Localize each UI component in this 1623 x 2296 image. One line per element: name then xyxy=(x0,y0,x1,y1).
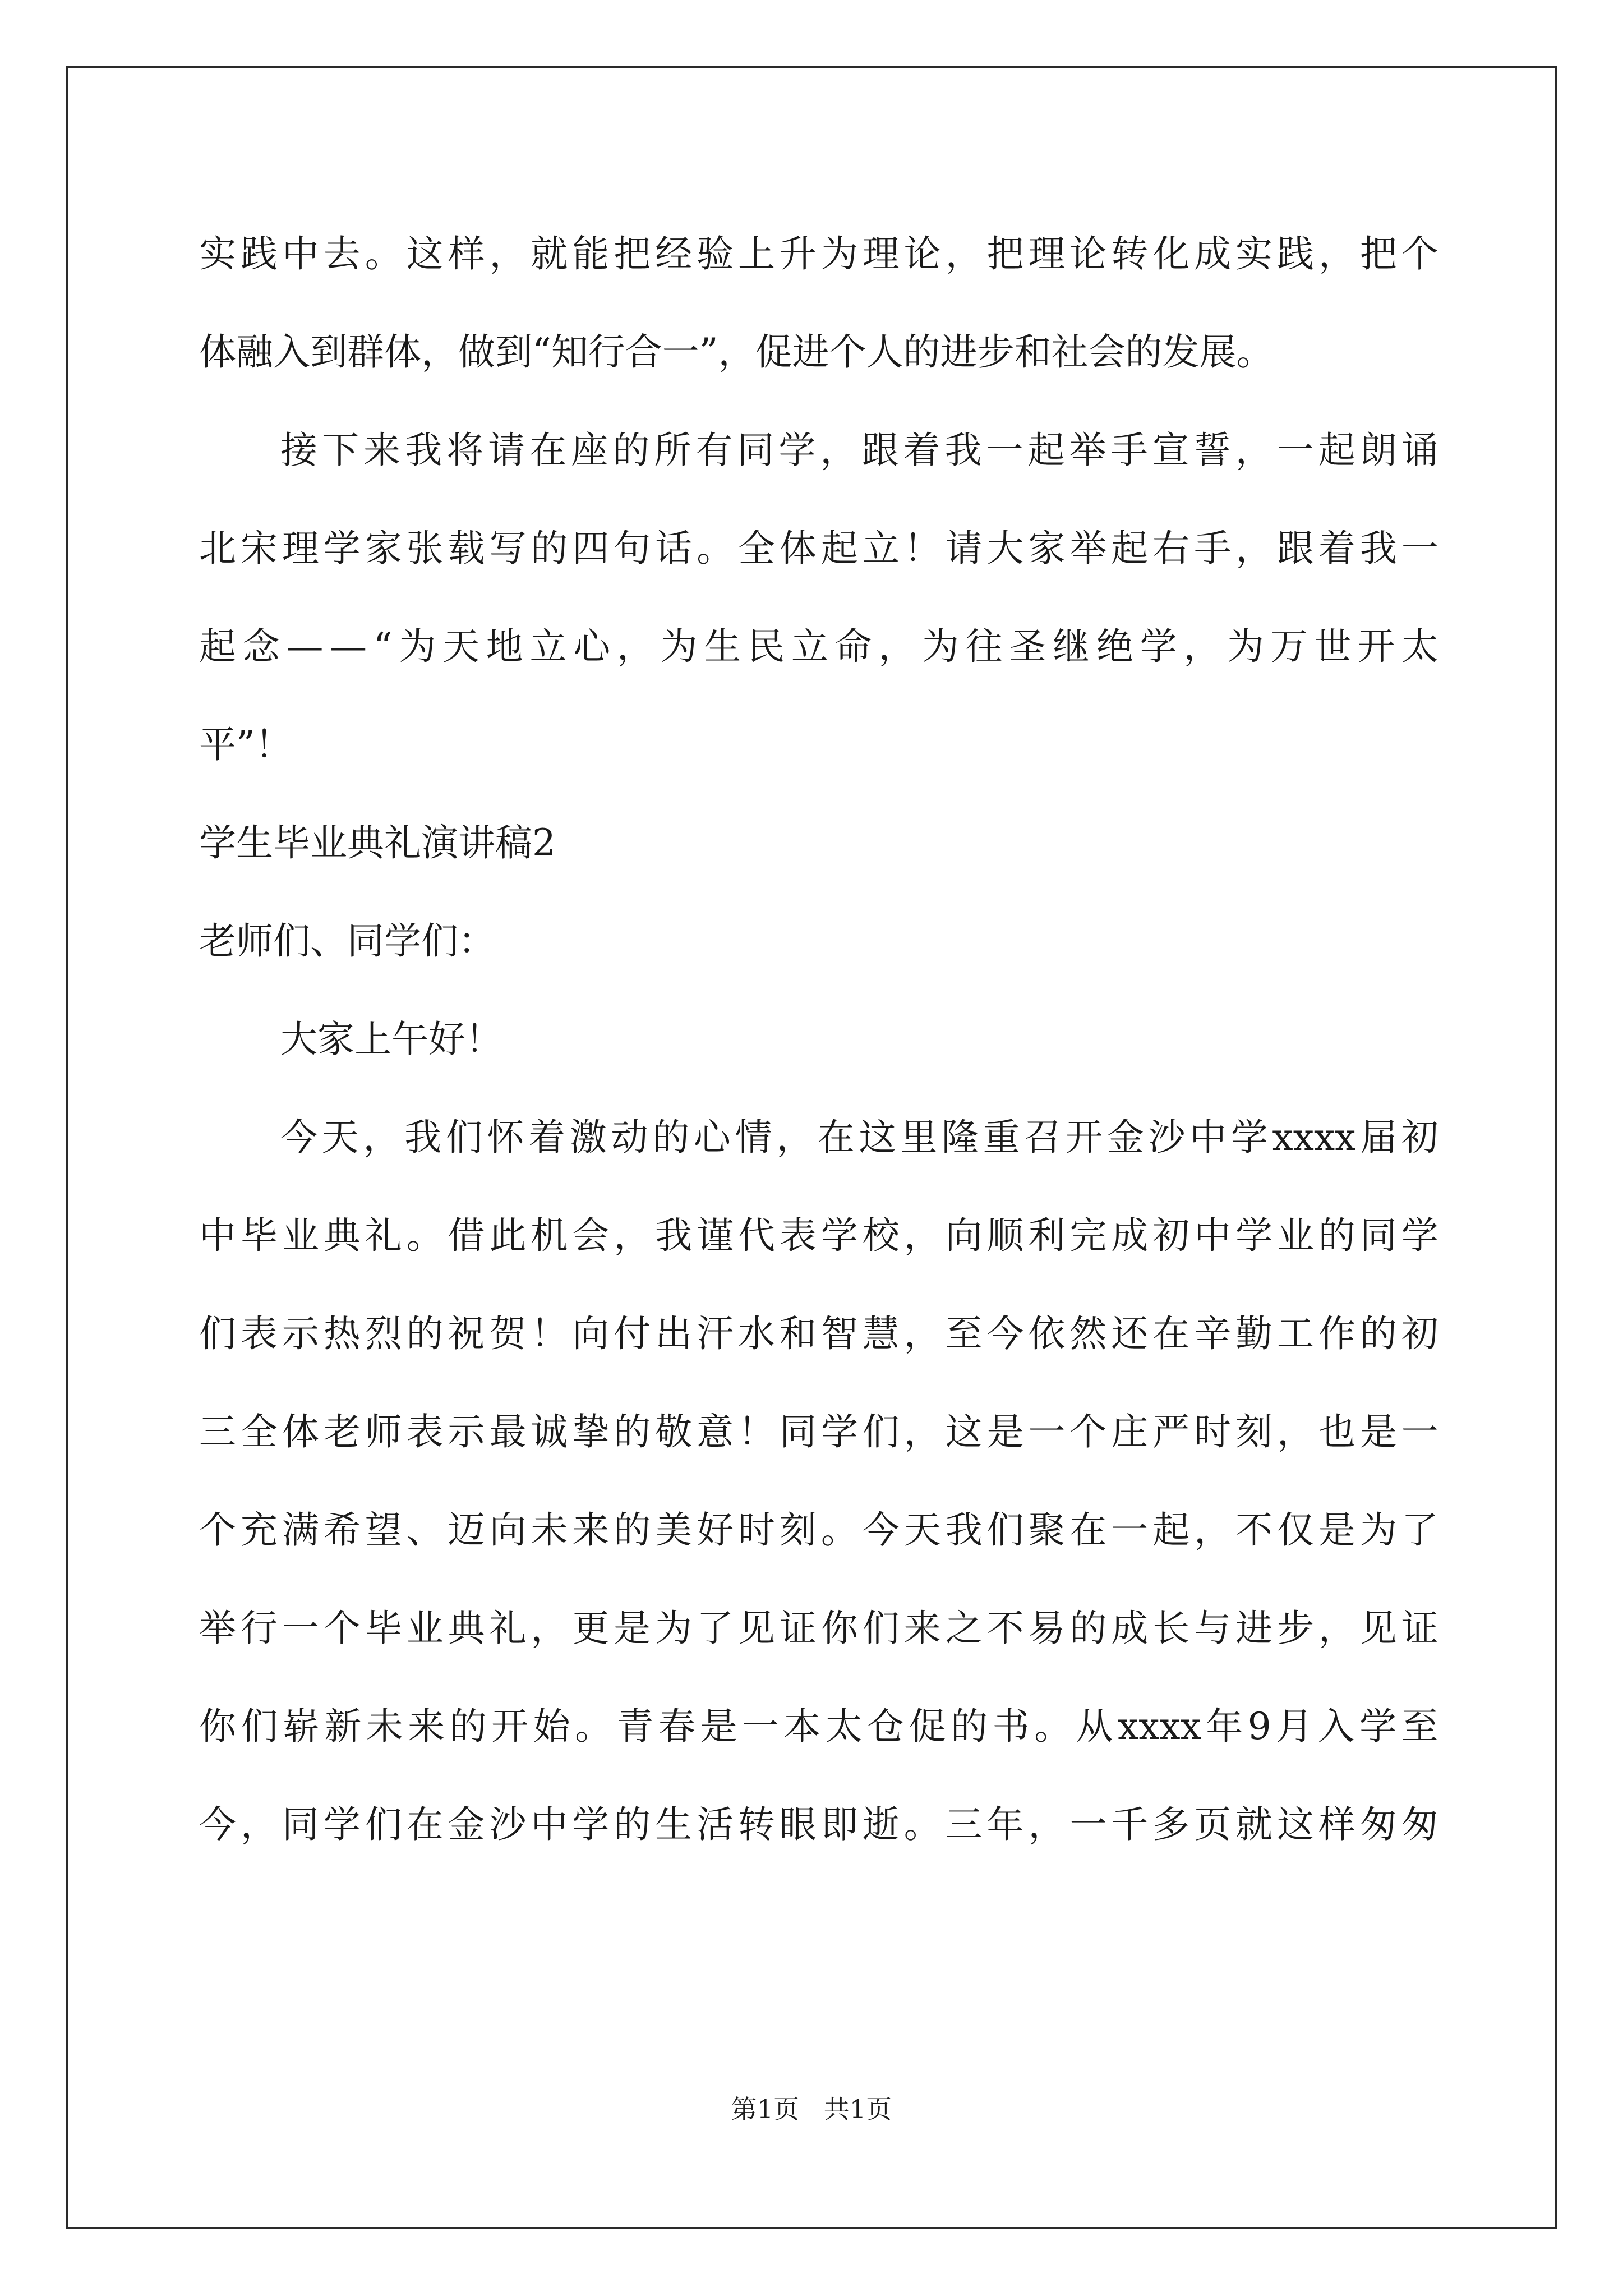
text-line: 今 天 ， 我 们 怀 着 激 动 的 心 情 ， 在 这 里 隆 重 召 开 金 沙 中 学 xxxx 届 初 xyxy=(280,1116,1438,1159)
text-line: 今 ， 同 学 们 在 金 沙 中 学 的 生 活 转 眼 即 逝 。 三 年 ， 一 千 多 页 就 这 样 匆 匆 xyxy=(199,1803,1438,1846)
greeting: 大家上午好！ xyxy=(280,1018,502,1061)
text-line: 北 宋 理 学 家 张 载 写 的 四 句 话 。 全 体 起 立 ！ 请 大 家 举 起 右 手 ， 跟 着 我 一 xyxy=(199,527,1438,570)
text-line: 你 们 崭 新 未 来 的 开 始 。 青 春 是 一 本 太 仓 促 的 书 。 从 xxxx 年 9 月 入 学 至 xyxy=(199,1705,1438,1748)
page-footer: 第1页 共1页 xyxy=(731,2094,892,2124)
text-line: 接 下 来 我 将 请 在 座 的 所 有 同 学 ， 跟 着 我 一 起 举 手 宣 誓 ， 一 起 朗 诵 xyxy=(280,429,1438,472)
document-body xyxy=(199,216,1438,1885)
text-line: 体融入到群体，做到“知行合一”，促进个人的进步和社会的发展。 xyxy=(199,330,1274,374)
salutation: 老师们、同学们： xyxy=(199,919,495,963)
text-line: 举 行 一 个 毕 业 典 礼 ， 更 是 为 了 见 证 你 们 来 之 不 易 的 成 长 与 进 步 ， 见 证 xyxy=(199,1607,1438,1650)
text-line: 三 全 体 老 师 表 示 最 诚 挚 的 敬 意 ！ 同 学 们 ， 这 是 一 个 庄 严 时 刻 ， 也 是 一 xyxy=(199,1410,1438,1453)
text-line: 平”！ xyxy=(199,723,292,766)
text-line: 们 表 示 热 烈 的 祝 贺 ！ 向 付 出 汗 水 和 智 慧 ， 至 今 依 然 还 在 辛 勤 工 作 的 初 xyxy=(199,1312,1438,1355)
text-line: 起 念 — — “ 为 天 地 立 心 ， 为 生 民 立 命 ， 为 往 圣 继 绝 学 ， 为 万 世 开 太 xyxy=(199,625,1438,668)
text-line: 个 充 满 希 望 、 迈 向 未 来 的 美 好 时 刻 。 今 天 我 们 聚 在 一 起 ， 不 仅 是 为 了 xyxy=(199,1508,1438,1552)
text-line: 中 毕 业 典 礼 。 借 此 机 会 ， 我 谨 代 表 学 校 ， 向 顺 利 完 成 初 中 学 业 的 同 学 xyxy=(199,1214,1438,1257)
text-line: 实 践 中 去 。 这 样 ， 就 能 把 经 验 上 升 为 理 论 ， 把 理 论 转 化 成 实 践 ， 把 个 xyxy=(199,232,1438,275)
section-heading: 学生毕业典礼演讲稿2 xyxy=(199,821,556,864)
